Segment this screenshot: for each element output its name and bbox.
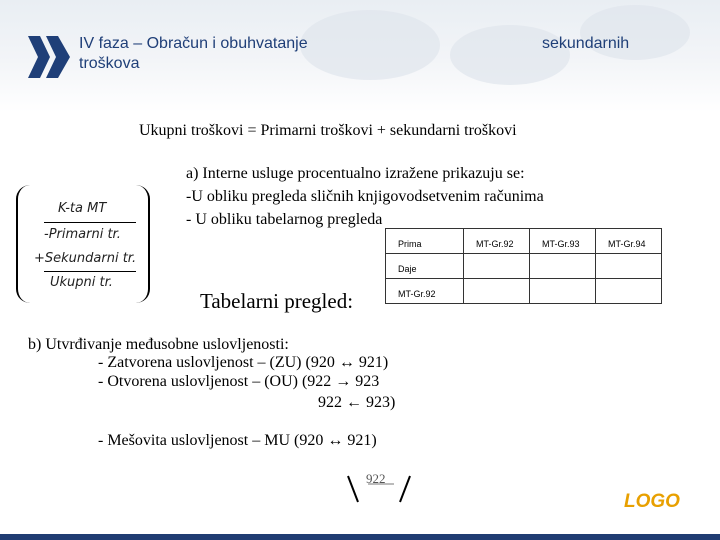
table-cell: MT-Gr.92	[386, 279, 464, 304]
table-cell	[530, 279, 596, 304]
section-b-ou-continued: 922 ← 923)	[318, 394, 396, 411]
logo: LOGO	[624, 491, 680, 512]
section-a-line: -U obliku pregleda sličnih knjigovodsetvenim računima	[186, 188, 544, 205]
cost-formula: Ukupni troškovi = Primarni troškovi + sekundarni troškovi	[139, 122, 517, 139]
table-row	[386, 279, 662, 304]
tabelarni-pregled-label: Tabelarni pregled:	[200, 289, 354, 313]
handwritten-ukupni: Ukupni tr.	[50, 275, 113, 290]
section-a	[186, 162, 544, 231]
section-a-line: a) Interne usluge procentualno izražene prikazuju se:	[186, 165, 525, 182]
allocation-table	[385, 228, 662, 304]
table-row	[386, 254, 662, 279]
table-cell	[530, 254, 596, 279]
handwritten-underline	[44, 222, 136, 223]
table-cell: MT-Gr.93	[530, 229, 596, 254]
table-cell: Prima	[386, 229, 464, 254]
handwritten-sekundarni: +Sekundarni tr.	[34, 251, 137, 266]
double-chevron-icon	[26, 34, 72, 80]
table-cell	[596, 279, 662, 304]
table-cell: MT-Gr.94	[596, 229, 662, 254]
table-cell	[464, 279, 530, 304]
table-cell	[596, 254, 662, 279]
table-header-row	[386, 229, 662, 254]
header-title-continued: troškova	[79, 55, 140, 72]
table-cell: MT-Gr.92	[464, 229, 530, 254]
section-b-heading: b) Utvrđivanje međusobne uslovljenosti:	[28, 336, 289, 353]
table-cell	[464, 254, 530, 279]
table-cell: Daje	[386, 254, 464, 279]
world-map-shape	[300, 10, 440, 80]
sketch-label: 922	[366, 471, 386, 486]
handwritten-primarni: -Primarni tr.	[44, 227, 121, 242]
section-b-zu: - Zatvorena uslovljenost – (ZU) (920 ↔ 921)	[98, 354, 389, 371]
section-a-line: - U obliku tabelarnog pregleda	[186, 211, 383, 228]
handwritten-underline	[44, 271, 136, 272]
bottom-bar	[0, 534, 720, 540]
header-title: IV faza – Obračun i obuhvatanje	[79, 35, 308, 52]
section-b-mu: - Mešovita uslovljenost – MU (920 ↔ 921)	[98, 432, 377, 449]
handwritten-kta-mt: K-ta MT	[58, 201, 107, 216]
section-b-ou: - Otvorena uslovljenost – (OU) (922 → 923	[98, 373, 380, 390]
header-title-right: sekundarnih	[542, 35, 630, 52]
